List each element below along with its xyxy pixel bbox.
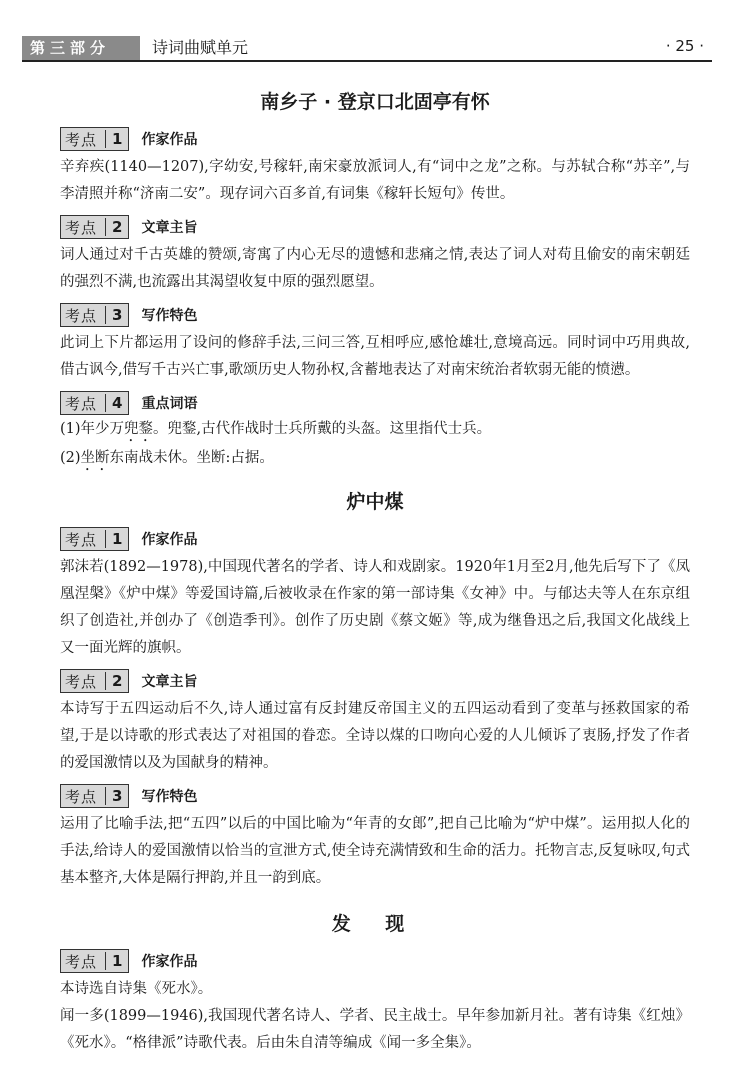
paragraph: 本诗选自诗集《死水》。	[60, 981, 213, 997]
exam-point-badge: 考点 2	[60, 215, 129, 239]
exam-point-header	[60, 302, 690, 328]
page-header	[22, 32, 712, 62]
paragraph: 此词上下片都运用了设问的修辞手法,三问三答,互相呼应,感怆雄壮,意境高远。同时词中巧用典故,借古讽今,借写千古兴亡事,歌颂历史人物孙权,含蓄地表达了对南宋统治者软弱无能的愤懑。	[60, 335, 690, 378]
exam-point-badge: 考点 1	[60, 127, 129, 151]
exam-point-badge: 考点 2	[60, 669, 129, 693]
exam-point-badge: 考点 4	[60, 391, 129, 415]
paragraph: 本诗写于五四运动后不久,诗人通过富有反封建反帝国主义的五四运动看到了变革与拯救国家的希望,于是以诗歌的形式表达了对祖国的眷恋。全诗以煤的口吻向心爱的人儿倾诉了衷肠,抒发了作者的爱国激情以及为国献身的精神。	[60, 701, 690, 771]
exam-point-topic: 作家作品	[141, 132, 198, 148]
exam-point-topic: 写作特色	[141, 308, 198, 324]
paragraph: 词人通过对千古英雄的赞颂,寄寓了内心无尽的遗憾和悲痛之情,表达了词人对苟且偷安的南宋朝廷的强烈不满,也流露出其渴望收复中原的强烈愿望。	[60, 247, 690, 290]
exam-point-badge: 考点 3	[60, 303, 129, 327]
emphasized-word: 兜鍪	[124, 421, 154, 437]
poem-title: 炉中煤	[346, 491, 404, 513]
exam-point-topic: 文章主旨	[141, 220, 198, 236]
exam-point-header	[60, 948, 690, 974]
exam-point-topic: 文章主旨	[141, 674, 198, 690]
exam-point-header	[60, 526, 690, 552]
paragraph: 郭沫若(1892—1978),中国现代著名的学者、诗人和戏剧家。1920年1月至2月,他先后写下了《凤凰涅槃》《炉中煤》等爱国诗篇,后被收录在作家的第一部诗集《女神》中。与郁达夫等人在东京组织了创造社,并创办了《创造季刊》。创作了历史剧《蔡文姬》等,成为继鲁迅之后,我国文化战线上又一面光辉的旗帜。	[60, 559, 690, 656]
vocab-item: (1)年少万兜鍪。兜鍪,古代作战时士兵所戴的头盔。这里指代士兵。	[60, 421, 492, 437]
exam-point-header	[60, 668, 690, 694]
exam-point-header	[60, 126, 690, 152]
emphasized-word: 坐断	[80, 450, 110, 466]
vocab-item: (2)坐断东南战未休。坐断:占据。	[60, 450, 274, 466]
exam-point-badge: 考点 1	[60, 949, 129, 973]
paragraph: 辛弃疾(1140—1207),字幼安,号稼轩,南宋豪放派词人,有“词中之龙”之称。与苏轼合称“苏辛”,与李清照并称“济南二安”。现存词六百多首,有词集《稼轩长短句》传世。	[60, 159, 690, 202]
exam-point-header	[60, 390, 690, 416]
paragraph: 运用了比喻手法,把“五四”以后的中国比喻为“年青的女郎”,把自己比喻为“炉中煤”。运用拟人化的手法,给诗人的爱国激情以恰当的宣泄方式,使全诗充满情致和生命的活力。托物言志,反复咏叹,句式基本整齐,大体是隔行押韵,并且一韵到底。	[60, 816, 690, 886]
exam-point-badge: 考点 1	[60, 527, 129, 551]
exam-point-header	[60, 783, 690, 809]
exam-point-topic: 作家作品	[141, 532, 198, 548]
exam-point-badge: 考点 3	[60, 784, 129, 808]
unit-title: 诗词曲赋单元	[152, 38, 249, 57]
exam-point-topic: 作家作品	[141, 954, 198, 970]
page-number: · 25 ·	[665, 37, 704, 55]
exam-point-topic: 重点词语	[141, 396, 198, 412]
section-label: 第三部分	[22, 36, 140, 60]
exam-point-topic: 写作特色	[141, 789, 198, 805]
paragraph: 闻一多(1899—1946),我国现代著名诗人、学者、民主战士。早年参加新月社。著有诗集《红烛》《死水》。“格律派”诗歌代表。后由朱自清等编成《闻一多全集》。	[60, 1008, 690, 1051]
exam-point-header	[60, 214, 690, 240]
poem-title: 南乡子 · 登京口北固亭有怀	[260, 91, 490, 113]
poem-title: 发 现	[331, 913, 419, 935]
page-content	[60, 84, 690, 1057]
